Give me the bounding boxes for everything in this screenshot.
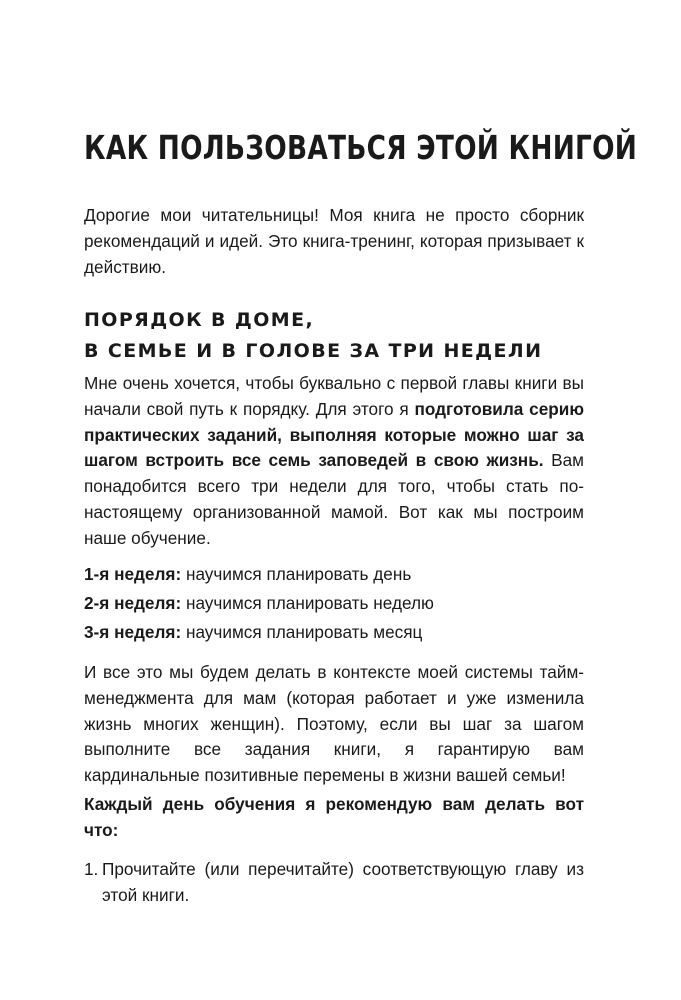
page-title: КАК ПОЛЬЗОВАТЬСЯ ЭТОЙ КНИГОЙ	[84, 128, 638, 167]
weeks-list	[84, 560, 584, 647]
week-item	[84, 618, 584, 647]
intro-paragraph: Дорогие мои читательницы! Моя книга не просто сборник рекомендаций и идей. Это книга-тренинг, которая призывает к действию.	[84, 205, 584, 277]
week-label: 3-я неделя:	[84, 622, 182, 642]
week-text: научимся планировать неделю	[181, 593, 434, 613]
list-item-text: Прочитайте (или перечитайте) соответствующую главу из этой книги.	[102, 859, 584, 905]
week-text: научимся планировать день	[181, 564, 412, 584]
instructions-list	[84, 857, 584, 909]
plan-paragraph-text-end: Вам понадобится всего три недели для того, чтобы стать по-настоящему организованной мамой. Вот как мы построим наше обучение.	[84, 450, 584, 548]
week-item	[84, 589, 584, 618]
plan-paragraph-text-start: Мне очень хочется, чтобы буквально с первой главы книги вы начали свой путь к порядку. Для этого я	[84, 373, 584, 419]
week-text: научимся планировать месяц	[181, 622, 423, 642]
section-heading-line-1: ПОРЯДОК В ДОМЕ,	[84, 309, 315, 331]
plan-paragraph-bold: подготовила серию практических заданий, выполняя которые можно шаг за шагом встроить все семь заповедей в свою жизнь.	[84, 398, 584, 471]
week-label: 1-я неделя:	[84, 564, 182, 584]
system-paragraph: И все это мы будем делать в контексте моей системы тайм-менеджмента для мам (которая работает и уже изменила жизнь многих женщин). Поэтому, если вы шаг за шагом выполните все задания книги, я гарантирую вам кардинальные позитивные перемены в жизни вашей семьи!	[84, 662, 584, 786]
daily-instructions-heading: Каждый день обучения я рекомендую вам делать вот что:	[84, 794, 584, 840]
section-heading	[84, 305, 542, 367]
list-item-number: 1.	[84, 859, 99, 879]
plan-paragraph	[84, 371, 584, 552]
week-label: 2-я неделя:	[84, 593, 182, 613]
list-item	[84, 857, 584, 909]
section-heading-line-2: В СЕМЬЕ И В ГОЛОВЕ ЗА ТРИ НЕДЕЛИ	[84, 340, 543, 362]
week-item	[84, 560, 584, 589]
